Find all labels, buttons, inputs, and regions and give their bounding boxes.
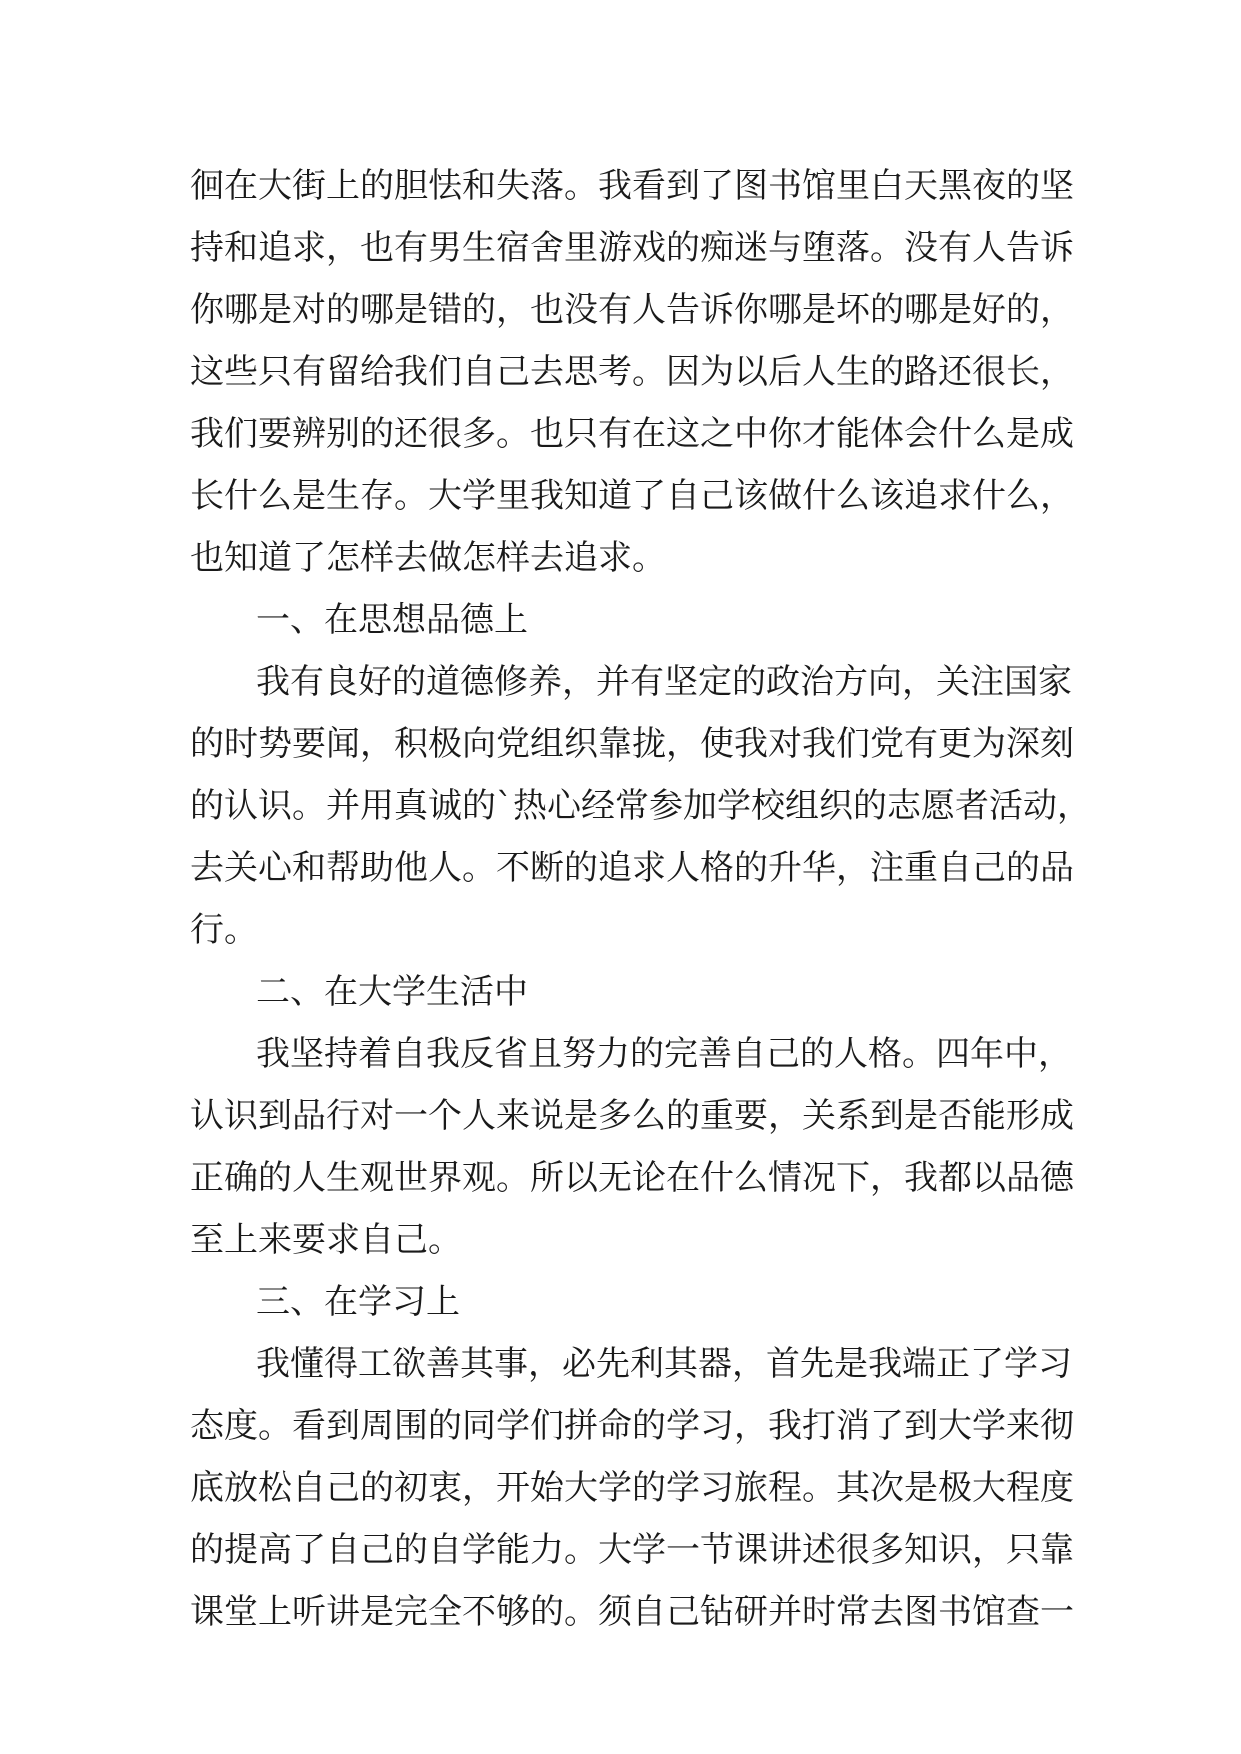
- section-heading: 一、在思想品德上: [256, 600, 528, 640]
- text-line: 我坚持着自我反省且努力的完善自己的人格。四年中，: [256, 1034, 1072, 1074]
- text-line: 持和追求，也有男生宿舍里游戏的痴迷与堕落。没有人告诉: [190, 228, 1074, 268]
- section-heading: 二、在大学生活中: [256, 972, 528, 1012]
- document-body: [190, 155, 1091, 1643]
- text-line: 的认识。并用真诚的`热心经常参加学校组织的志愿者活动，: [190, 786, 1091, 826]
- text-line: 我们要辨别的还很多。也只有在这之中你才能体会什么是成: [190, 414, 1074, 454]
- text-line: 我有良好的道德修养，并有坚定的政治方向，关注国家: [256, 662, 1072, 702]
- text-line: 这些只有留给我们自己去思考。因为以后人生的路还很长，: [190, 352, 1074, 392]
- text-line: 徊在大街上的胆怯和失落。我看到了图书馆里白天黑夜的坚: [190, 166, 1074, 206]
- text-line: 正确的人生观世界观。所以无论在什么情况下，我都以品德: [190, 1158, 1074, 1198]
- text-line: 我懂得工欲善其事，必先利其器，首先是我端正了学习: [256, 1344, 1072, 1384]
- text-line: 态度。看到周围的同学们拼命的学习，我打消了到大学来彻: [190, 1406, 1074, 1446]
- text-line: 长什么是生存。大学里我知道了自己该做什么该追求什么，: [190, 476, 1074, 516]
- text-line: 底放松自己的初衷，开始大学的学习旅程。其次是极大程度: [190, 1468, 1074, 1508]
- text-line: 也知道了怎样去做怎样去追求。: [190, 538, 666, 578]
- text-line: 去关心和帮助他人。不断的追求人格的升华，注重自己的品: [190, 848, 1074, 888]
- text-line: 认识到品行对一个人来说是多么的重要，关系到是否能形成: [190, 1096, 1074, 1136]
- text-line: 的提高了自己的自学能力。大学一节课讲述很多知识，只靠: [190, 1530, 1074, 1570]
- section-heading: 三、在学习上: [256, 1282, 460, 1322]
- text-line: 至上来要求自己。: [190, 1220, 462, 1260]
- text-line: 行。: [190, 910, 258, 950]
- text-line: 的时势要闻，积极向党组织靠拢，使我对我们党有更为深刻: [190, 724, 1074, 764]
- text-line: 你哪是对的哪是错的，也没有人告诉你哪是坏的哪是好的，: [190, 290, 1074, 330]
- text-line: 课堂上听讲是完全不够的。须自己钻研并时常去图书馆查一: [190, 1592, 1074, 1632]
